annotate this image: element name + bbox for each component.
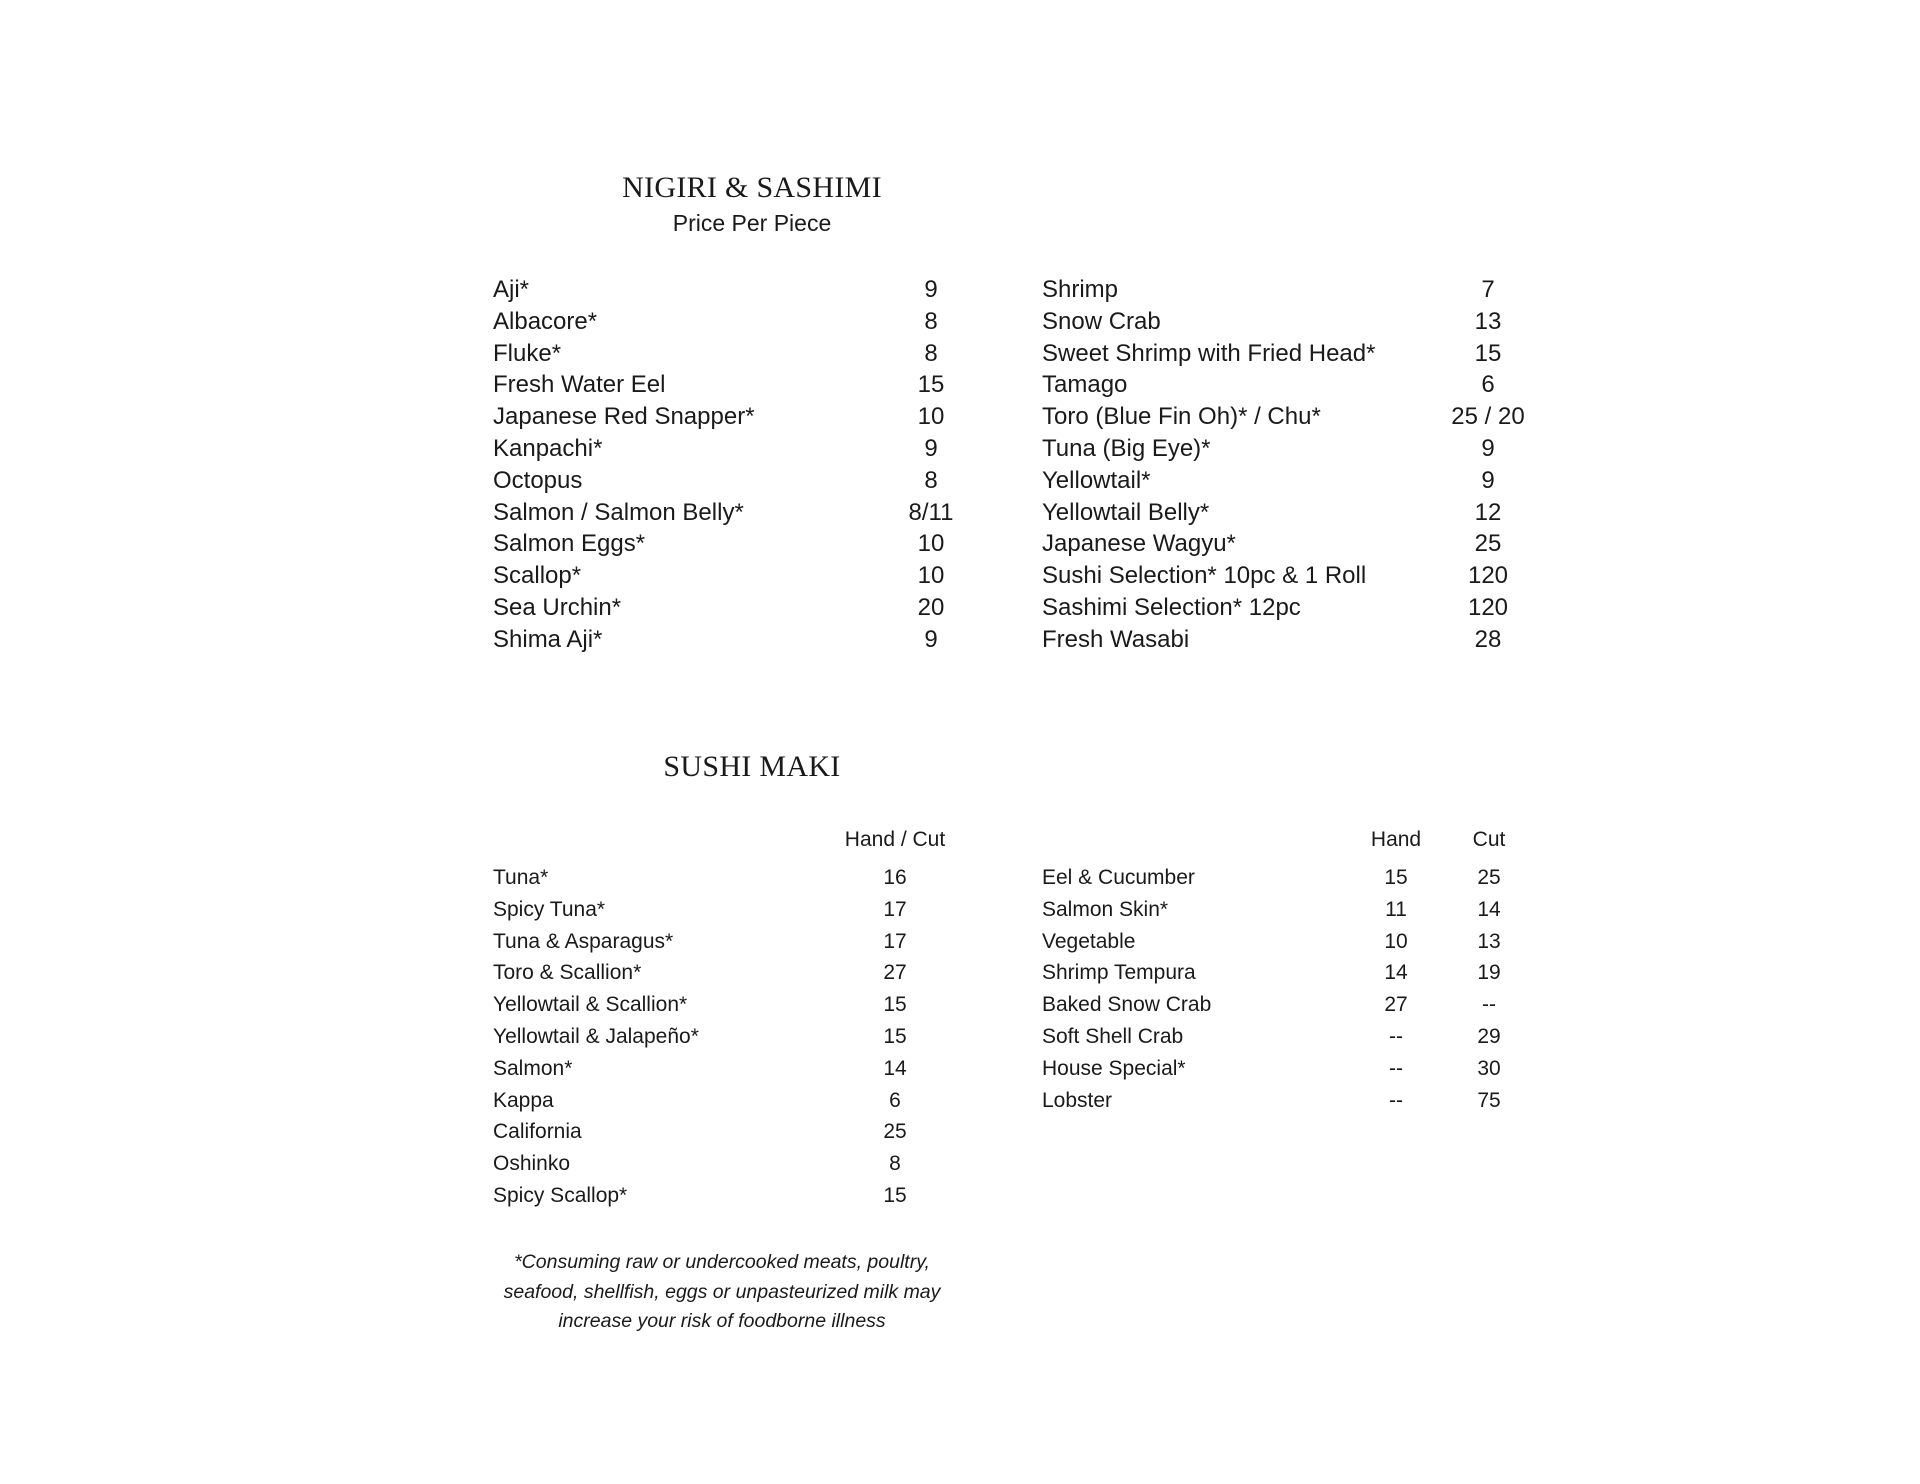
menu-item-name: Sweet Shrimp with Fried Head* (1042, 339, 1376, 367)
menu-item-price: 15 (883, 1183, 907, 1207)
menu-item-name: Kappa (493, 1088, 554, 1112)
menu-item-cut-price: -- (1482, 993, 1496, 1017)
menu-item-price: 17 (883, 897, 907, 921)
menu-item (1042, 862, 1562, 894)
menu-item-price: 20 (917, 593, 945, 621)
menu-item (1042, 369, 1562, 401)
menu-item (493, 1116, 933, 1148)
menu-item (1042, 401, 1562, 433)
menu-item-price: 120 (1467, 562, 1509, 590)
menu-item-name: Yellowtail & Jalapeño* (493, 1024, 699, 1048)
menu-item-price: 25 (1474, 530, 1502, 558)
menu-item (493, 497, 973, 529)
menu-item-price: 28 (1474, 625, 1502, 653)
menu-item-name: Eel & Cucumber (1042, 866, 1195, 889)
menu-item-price: 9 (924, 276, 938, 303)
menu-item-name: Yellowtail Belly* (1042, 498, 1210, 526)
menu-item-price: 25 / 20 (1451, 403, 1525, 431)
menu-item-name: Japanese Wagyu* (1042, 530, 1236, 558)
menu-item-name: Yellowtail* (1042, 466, 1151, 494)
menu-item-name: Snow Crab (1042, 307, 1161, 335)
menu-item (493, 989, 933, 1021)
menu-item-name: Oshinko (493, 1152, 571, 1176)
menu-item (493, 894, 933, 926)
maki-right-header-cut: Cut (1472, 828, 1506, 851)
nigiri-left-list (493, 274, 973, 656)
menu-item (1042, 274, 1562, 306)
menu-item (493, 465, 973, 497)
menu-item-hand-price: 15 (1384, 866, 1408, 889)
menu-item (1042, 560, 1562, 592)
menu-item-name: Toro & Scallion* (493, 961, 642, 985)
menu-item-cut-price: 14 (1477, 897, 1501, 921)
menu-item (1042, 433, 1562, 465)
menu-item-name: Soft Shell Crab (1042, 1024, 1184, 1048)
menu-item-name: Aji* (493, 276, 530, 303)
menu-item-price: 10 (917, 562, 945, 590)
menu-item-cut-price: 19 (1477, 961, 1501, 985)
menu-item-name: Fresh Water Eel (493, 371, 666, 399)
menu-item-name: Japanese Red Snapper* (493, 403, 755, 431)
menu-item (1042, 528, 1562, 560)
menu-item-name: Fresh Wasabi (1042, 625, 1190, 653)
menu-item-name: House Special* (1042, 1056, 1186, 1080)
menu-item-price: 8 (924, 307, 938, 335)
menu-item-price: 8 (889, 1152, 901, 1176)
menu-item-cut-price: 29 (1477, 1024, 1501, 1048)
menu-item-name: Spicy Scallop* (493, 1183, 628, 1207)
menu-item-price: 27 (883, 961, 907, 985)
menu-item-cut-price: 25 (1477, 866, 1501, 889)
menu-item-hand-price: 14 (1384, 961, 1408, 985)
menu-item-name: Toro (Blue Fin Oh)* / Chu* (1042, 403, 1321, 431)
menu-item-name: Baked Snow Crab (1042, 993, 1212, 1017)
menu-item-hand-price: -- (1389, 1024, 1403, 1048)
menu-item-name: Fluke* (493, 339, 562, 367)
maki-left-list (493, 862, 933, 1212)
menu-item-price: 8 (924, 466, 938, 494)
menu-item-name: Octopus (493, 466, 583, 494)
menu-item-name: Tuna* (493, 866, 549, 889)
menu-item (493, 624, 973, 656)
menu-item (1042, 1021, 1562, 1053)
menu-item-price: 6 (889, 1088, 901, 1112)
menu-item-price: 8/11 (908, 498, 954, 526)
menu-item (1042, 1085, 1562, 1117)
menu-item-name: Tuna & Asparagus* (493, 929, 674, 953)
menu-item (1042, 306, 1562, 338)
menu-item-price: 17 (883, 929, 907, 953)
menu-item (493, 1053, 933, 1085)
maki-right-list (1042, 862, 1562, 1116)
menu-item-name: Spicy Tuna* (493, 897, 606, 921)
menu-item-name: Salmon Eggs* (493, 530, 646, 558)
menu-item (1042, 926, 1562, 958)
menu-item-price: 15 (1474, 339, 1502, 367)
menu-item-name: Shima Aji* (493, 625, 603, 653)
menu-item (1042, 957, 1562, 989)
menu-item-price: 7 (1481, 276, 1495, 303)
menu-item-name: Salmon / Salmon Belly* (493, 498, 744, 526)
menu-item-name: Scallop* (493, 562, 582, 590)
menu-item (1042, 989, 1562, 1021)
menu-item (493, 862, 933, 894)
menu-item-price: 9 (1481, 434, 1495, 462)
menu-item (493, 528, 973, 560)
maki-right-header-hand: Hand (1370, 828, 1422, 851)
menu-item (493, 1148, 933, 1180)
menu-item-name: Sashimi Selection* 12pc (1042, 593, 1301, 621)
menu-item-cut-price: 75 (1477, 1088, 1501, 1112)
menu-item-price: 12 (1474, 498, 1502, 526)
menu-item-price: 10 (917, 530, 945, 558)
menu-item (1042, 497, 1562, 529)
menu-item-price: 10 (917, 403, 945, 431)
menu-item-price: 15 (883, 993, 907, 1017)
menu-item (493, 306, 973, 338)
menu-item (493, 274, 973, 306)
menu-item-name: Vegetable (1042, 929, 1136, 953)
menu-item-cut-price: 30 (1477, 1056, 1501, 1080)
menu-item (1042, 624, 1562, 656)
menu-item-name: Tamago (1042, 371, 1128, 399)
menu-item (493, 1180, 933, 1212)
menu-item (493, 433, 973, 465)
menu-item-hand-price: -- (1389, 1056, 1403, 1080)
menu-item (493, 338, 973, 370)
menu-item-price: 13 (1474, 307, 1502, 335)
menu-item (1042, 338, 1562, 370)
menu-item-price: 15 (883, 1024, 907, 1048)
menu-item-name: Shrimp Tempura (1042, 961, 1196, 985)
menu-item-cut-price: 13 (1477, 929, 1501, 953)
menu-item-hand-price: -- (1389, 1088, 1403, 1112)
menu-item-name: Sushi Selection* 10pc & 1 Roll (1042, 562, 1367, 590)
menu-item-name: Lobster (1042, 1088, 1113, 1112)
menu-item (493, 592, 973, 624)
menu-item (1042, 465, 1562, 497)
menu-item (493, 957, 933, 989)
sushi-maki-title: SUSHI MAKI (663, 750, 841, 783)
menu-item-price: 9 (1481, 466, 1495, 494)
menu-item-name: Yellowtail & Scallion* (493, 993, 688, 1017)
price-per-piece-subtitle: Price Per Piece (672, 210, 832, 236)
menu-item-price: 25 (883, 1120, 907, 1144)
menu-item-name: Albacore* (493, 307, 598, 335)
raw-food-disclaimer: *Consuming raw or undercooked meats, poultry, seafood, shellfish, eggs or unpasteurized milk may increase your risk of foodborne illness (503, 1251, 941, 1332)
menu-item-price: 14 (883, 1056, 907, 1080)
menu-item-price: 8 (924, 339, 938, 367)
menu-item (1042, 592, 1562, 624)
nigiri-right-list (1042, 274, 1562, 656)
menu-item (493, 1021, 933, 1053)
menu-item-price: 6 (1481, 371, 1495, 399)
menu-item-name: Kanpachi* (493, 434, 603, 462)
menu-item (1042, 1053, 1562, 1085)
menu-item-name: Sea Urchin* (493, 593, 622, 621)
menu-item (493, 560, 973, 592)
menu-item-price: 9 (924, 625, 938, 653)
menu-item (493, 369, 973, 401)
menu-item (493, 1085, 933, 1117)
menu-item-hand-price: 27 (1384, 993, 1408, 1017)
menu-item-hand-price: 11 (1385, 897, 1407, 921)
menu-item-hand-price: 10 (1384, 929, 1408, 953)
maki-left-header: Hand / Cut (844, 828, 946, 851)
menu-item-price: 16 (883, 866, 907, 889)
nigiri-sashimi-title: NIGIRI & SASHIMI (622, 171, 882, 204)
menu-item-name: Salmon* (493, 1056, 573, 1080)
menu-item-name: California (493, 1120, 582, 1144)
menu-item-name: Shrimp (1042, 276, 1119, 303)
menu-item-name: Tuna (Big Eye)* (1042, 434, 1211, 462)
menu-item (493, 401, 973, 433)
menu-item-price: 120 (1467, 593, 1509, 621)
menu-item (1042, 894, 1562, 926)
menu-item (493, 926, 933, 958)
menu-item-price: 9 (924, 434, 938, 462)
menu-item-name: Salmon Skin* (1042, 897, 1169, 921)
menu-item-price: 15 (917, 371, 945, 399)
